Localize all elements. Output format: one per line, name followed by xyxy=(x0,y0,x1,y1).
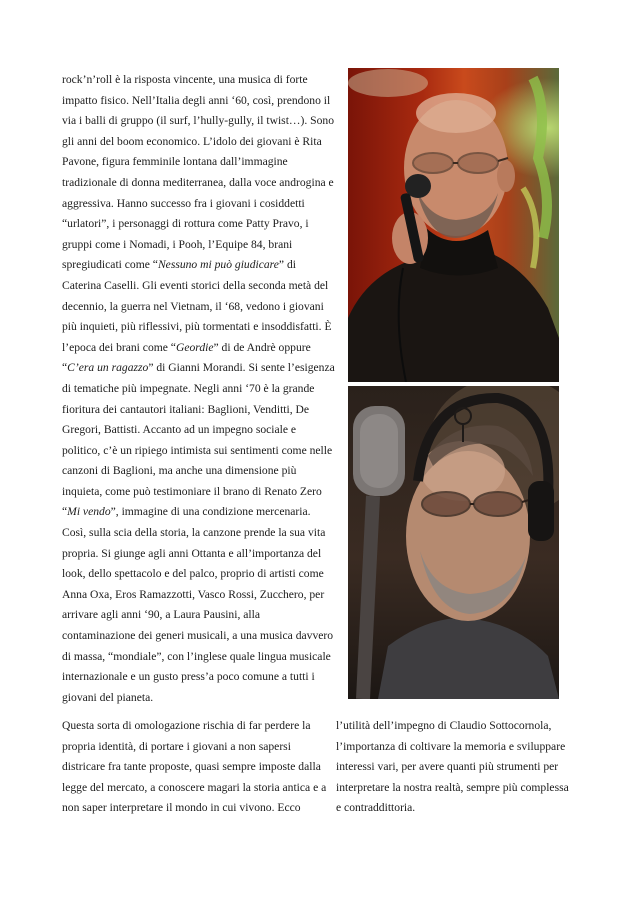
text-segment: ” di Caterina Caselli. Gli eventi storici della seconda metà del decennio, la guerra nel Vietnam, il ‘68, vedono i giovani più inquieti, più riflessivi, più tormentati e insoddisfatti. È l’epoca dei brani come “ xyxy=(62,258,332,354)
studio-illustration xyxy=(348,386,559,699)
singer-microphone-photo xyxy=(348,68,559,382)
song-title: Geordie xyxy=(175,340,214,354)
text-segment: ” di de Andrè oppure “ xyxy=(62,340,311,375)
closing-paragraph-left: Questa sorta di omologazione rischia di far perdere la propria identità, di portare i giovani a non sapersi districare fra tante proposte, quasi sempre imposte dalla legge del mercato, a conoscere magari la storia antica e a non saper interpretare il mondo in cui vivono. Ecco xyxy=(62,719,327,815)
song-title: Mi vendo xyxy=(67,505,111,519)
singer-headphones-photo xyxy=(348,386,559,699)
text-segment: rock’n’roll è la risposta vincente, una musica di forte impatto fisico. Nell’Italia degli anni ‘60, così, prendono il via i balli di gruppo (il surf, l’hully-gully, il twist…). Sono gli anni del boom economico. L’idolo dei giovani è Rita Pavone, figura femminile lontana dall’immagine tradizionale di donna mediterranea, dalla voce androgina e aggressiva. Hanno successo fra i giovani i cosiddetti “urlatori”, i personaggi di rottura come Patty Pravo, i gruppi come i Nomadi, i Pooh, l’Equipe 84, brani spregiudicati come “ xyxy=(62,73,335,272)
song-title: C’era un ragazzo xyxy=(67,361,149,375)
main-paragraph xyxy=(62,70,336,708)
song-title: Nessuno mi può giudicare xyxy=(157,258,279,272)
text-segment: ”, immagine di una condizione mercenaria. Così, sulla scia della storia, la canzone prende la sua vita propria. Si giunge agli anni Ottanta e all’importanza del look, dello spettacolo e del palco, proprio di artisti come Anna Oxa, Eros Ramazzotti, Vasco Rossi, Zucchero, per arrivare agli anni ‘90, a Laura Pausini, alla contaminazione dei generi musicali, a una musica davvero di massa, “mondiale”, con l’inglese quale lingua musicale internazionale e un gusto press’a poco comune a tutti i giovani del pianeta. xyxy=(62,505,334,704)
closing-paragraph-right: l’utilità dell’impegno di Claudio Sottocornola, l’importanza di coltivare la memoria e sviluppare interessi vari, per avere quanti più strumenti per interpretare la nostra realtà, sempre più complessa e contraddittoria. xyxy=(336,719,569,815)
text-segment: ” di Gianni Morandi. Si sente l’esigenza di tematiche più impegnate. Negli anni ‘70 è la grande fioritura dei cantautori italiani: Baglioni, Venditti, De Gregori, Battisti. Accanto ad un impegno sociale e politico, c’è un ripiego intimista sui sentimenti come nelle canzoni di Baglioni, ma anche una dimensione più inquieta, come può testimoniare il brano di Renato Zero “ xyxy=(62,361,335,519)
singer-illustration xyxy=(348,68,559,382)
